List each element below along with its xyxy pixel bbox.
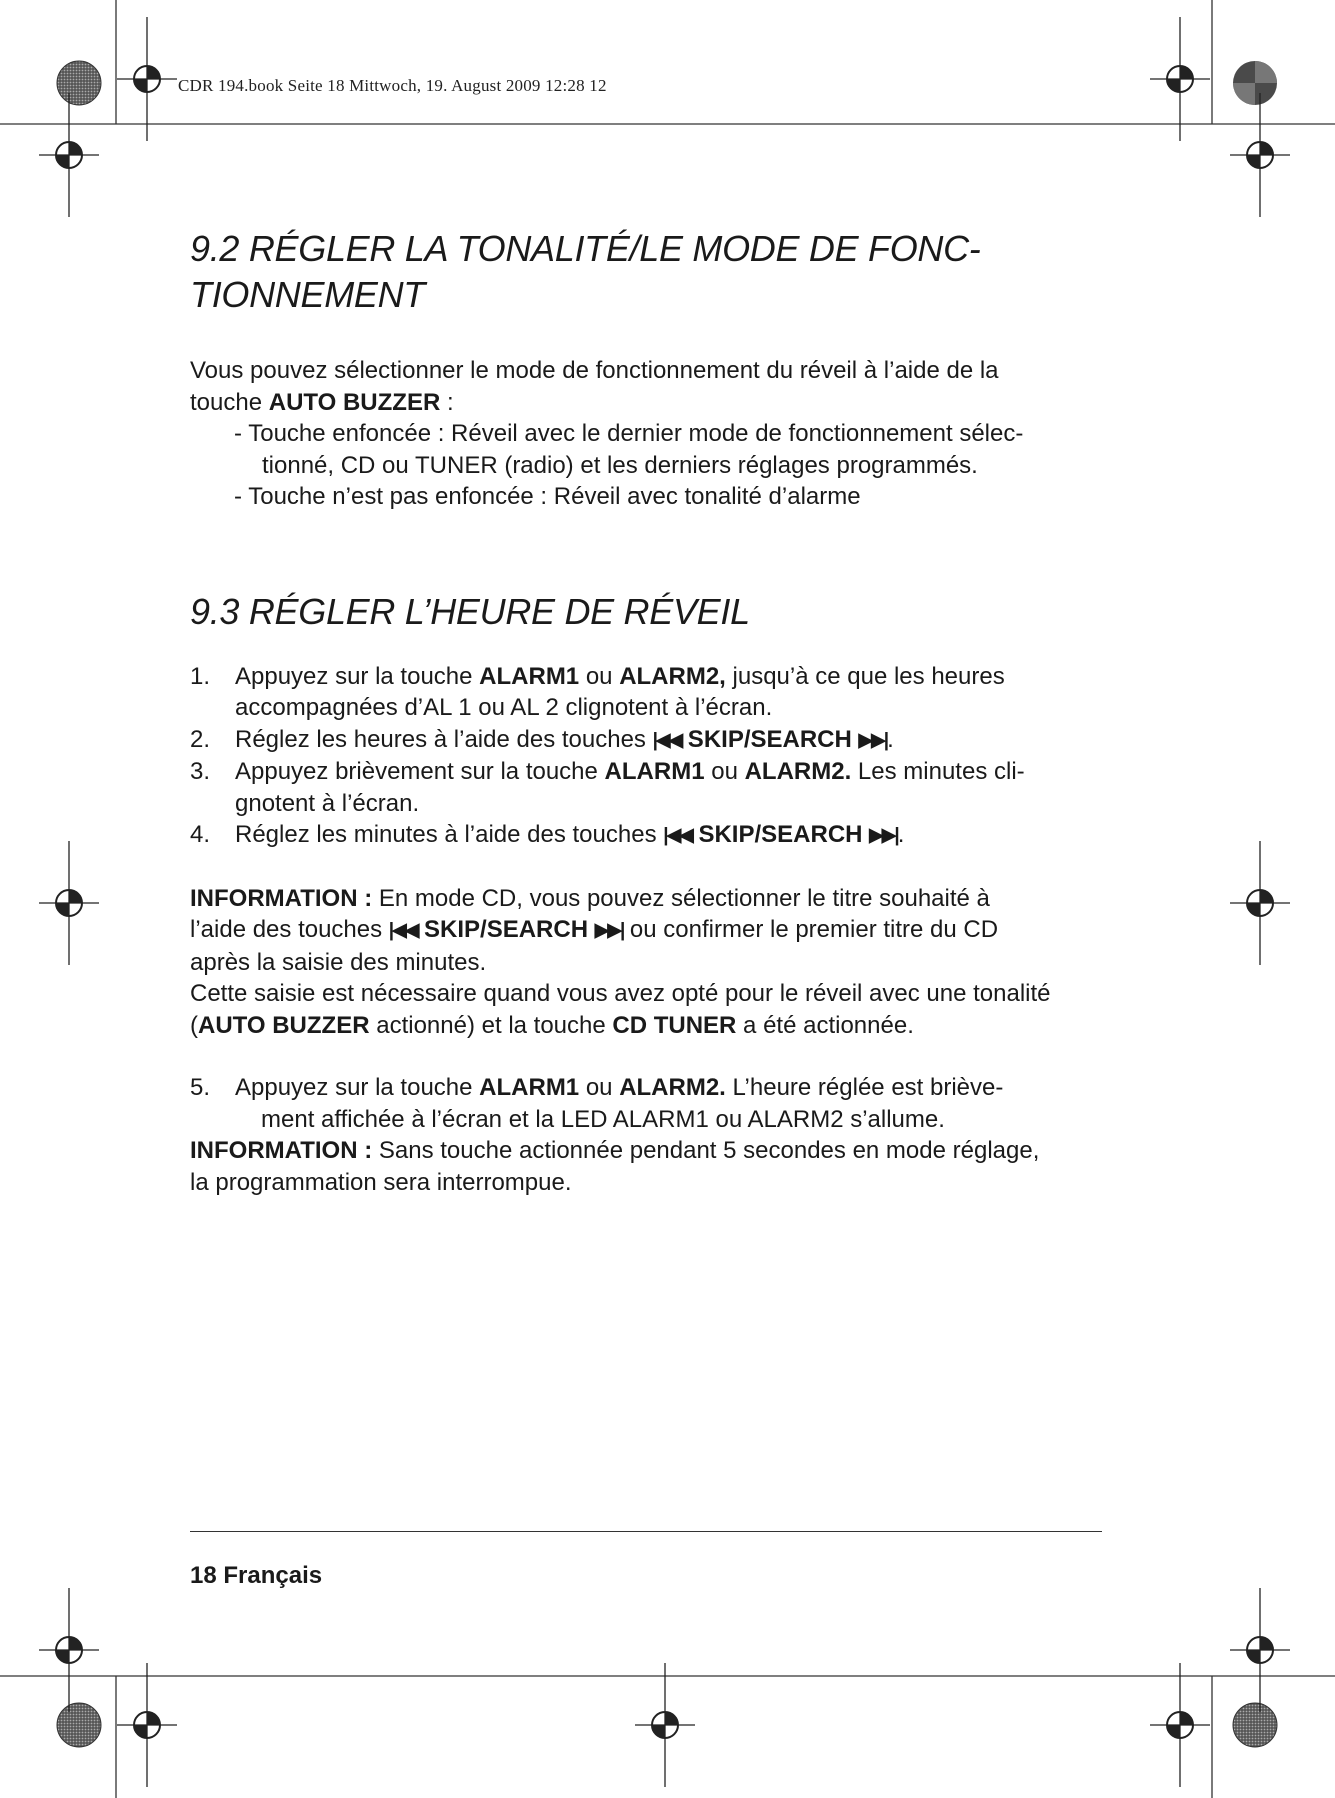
- steps-list-continued: [190, 1072, 1105, 1135]
- footer-divider: [190, 1531, 1102, 1532]
- print-header: CDR 194.book Seite 18 Mittwoch, 19. August 2009 12:28 12: [178, 76, 607, 95]
- intro-paragraph: Vous pouvez sélectionner le mode de fonctionnement du réveil à l’aide de la touche AUTO BUZZER :: [190, 357, 999, 416]
- skip-forward-icon: ▶▶|: [594, 920, 624, 941]
- title-line-1: 9.2 RÉGLER LA TONALITÉ/LE MODE DE FONC-: [190, 228, 981, 269]
- step-4: 4. Réglez les minutes à l’aide des touches |◀◀ SKIP/SEARCH ▶▶|.: [190, 821, 905, 848]
- section-title-9-2: [190, 226, 1105, 318]
- skip-back-icon: |◀◀: [663, 825, 692, 846]
- section-title-9-3: 9.3 RÉGLER L’HEURE DE RÉVEIL: [190, 590, 750, 632]
- information-label: INFORMATION :: [190, 1137, 373, 1164]
- section-9-3: [190, 589, 1105, 1199]
- skip-forward-icon: ▶▶|: [869, 825, 898, 846]
- step-5: 5. Appuyez sur la touche ALARM1 ou ALARM2. L’heure réglée est briève- ment affichée à l’écran et la LED ALARM1 ou ALARM2 s’allume.: [190, 1074, 1004, 1133]
- bullet-not-pressed: - Touche n’est pas enfoncée : Réveil avec tonalité d’alarme: [234, 483, 861, 510]
- information-label: INFORMATION :: [190, 884, 373, 912]
- step-3: 3. Appuyez brièvement sur la touche ALARM1 ou ALARM2. Les minutes cli- gnotent à l’écran.: [190, 758, 1025, 817]
- step-1: 1. Appuyez sur la touche ALARM1 ou ALARM2, jusqu’à ce que les heures accompagnées d’AL 1 ou AL 2 clignotent à l’écran.: [190, 662, 1005, 721]
- title-line-2: TIONNEMENT: [190, 274, 425, 315]
- section-9-2: [190, 226, 1105, 513]
- page-footer: 18 Français: [190, 1562, 323, 1589]
- auto-buzzer-label: AUTO BUZZER: [268, 388, 441, 416]
- bullet-pressed: - Touche enfoncée : Réveil avec le dernier mode de fonctionnement sélec- tionné, CD ou TUNER (radio) et les derniers réglages programmés.: [234, 420, 1024, 479]
- skip-back-icon: |◀◀: [388, 920, 418, 941]
- skip-back-icon: |◀◀: [652, 729, 682, 751]
- steps-list: [190, 661, 1105, 852]
- information-note-2: INFORMATION : Sans touche actionnée pendant 5 secondes en mode réglage, la programmation sera interrompue.: [190, 1137, 1040, 1196]
- skip-forward-icon: ▶▶|: [858, 729, 888, 751]
- page-content: [190, 226, 1105, 1198]
- step-2: 2. Réglez les heures à l’aide des touches |◀◀ SKIP/SEARCH ▶▶|.: [190, 725, 894, 753]
- information-note-1: INFORMATION : En mode CD, vous pouvez sélectionner le titre souhaité à l’aide des touches |◀◀ SKIP/SEARCH ▶▶| ou confirmer le premier titre du CD après la saisie des minutes. Cette saisie est nécessaire quand vous avez opté pour le réveil avec une tonalité (AUTO BUZZER actionné) et la touche CD TUNER a été actionnée.: [190, 884, 1051, 1039]
